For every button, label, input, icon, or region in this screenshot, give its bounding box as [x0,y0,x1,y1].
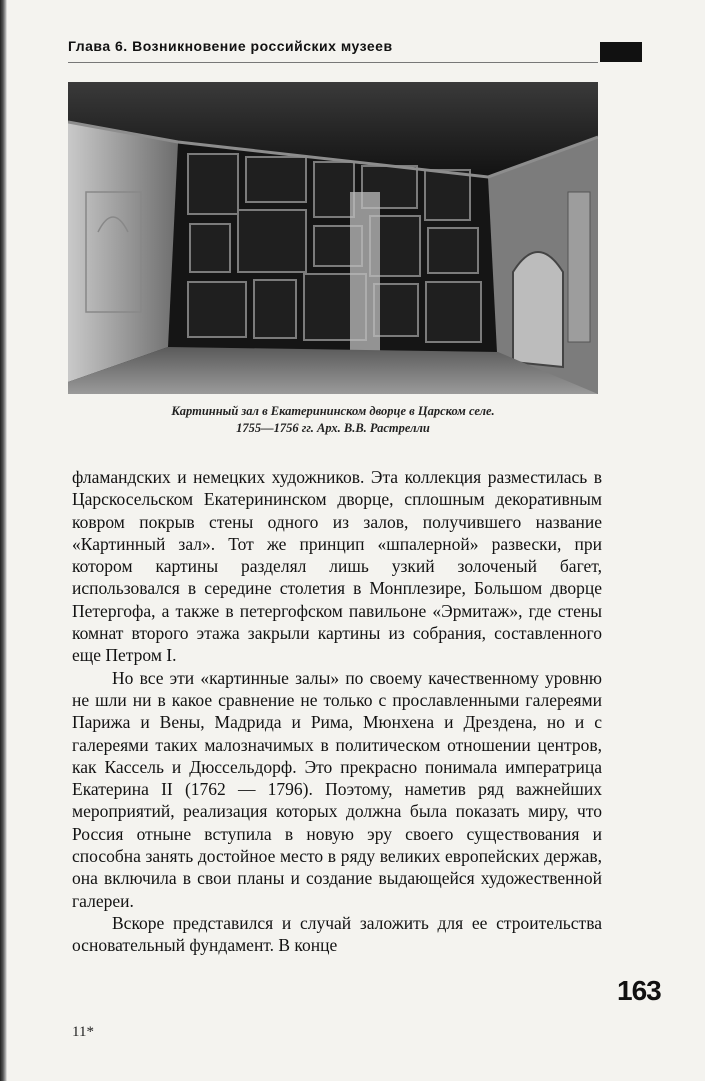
header-block-marker [600,42,642,62]
body-text [72,466,602,957]
page-number: 163 [617,975,661,1006]
caption-line-2: 1755—1756 гг. Арх. В.В. Растрелли [236,421,430,435]
paragraph-2: Но все эти «картинные залы» по своему качественному уровню не шли ни в какое сравнение не только с прославленными галереями Парижа и Вены, Мадрида и Рима, Мюнхена и Дрездена, но и с галереями таких малозначимых в политическом отношении центров, как Кассель и Дюссельдорф. Это прекрасно понимала императрица Екатерина II (1762 — 1796). Поэтому, наметив ряд важнейших мероприятий, реализация которых должна была показать миру, что Россия отныне вступила в новую эру своего существования и способна занять достойное место в ряду великих европейских держав, она включила в свои планы и создание выдающейся художественной галереи. [72,667,602,911]
paragraph-3: Вскоре представился и случай заложить для ее строительства основательный фундамент. В конце [72,912,602,956]
printer-signature: 11* [72,1024,94,1040]
page-binding-edge [0,0,7,1081]
running-head: Глава 6. Возникновение российских музеев [68,38,393,54]
caption-line-1: Картинный зал в Екатерининском дворце в Царском селе. [171,404,495,418]
gallery-hall-photo [68,82,598,394]
header-rule [68,62,598,63]
figure-caption [68,403,598,437]
paragraph-1: фламандских и немецких художников. Эта коллекция разместилась в Царскосельском Екатерининском дворце, сплошным декоративным ковром покрыв стены одного из залов, получившего название «Картинный зал». Тот же принцип «шпалерной» развески, при котором картины разделял лишь узкий золоченый багет, использовался в середине столетия в Монплезире, Большом дворце Петергофа, а также в петергофском павильоне «Эрмитаж», где стены комнат второго этажа закрыли картины из собрания, составленного еще Петром I. [72,467,602,666]
